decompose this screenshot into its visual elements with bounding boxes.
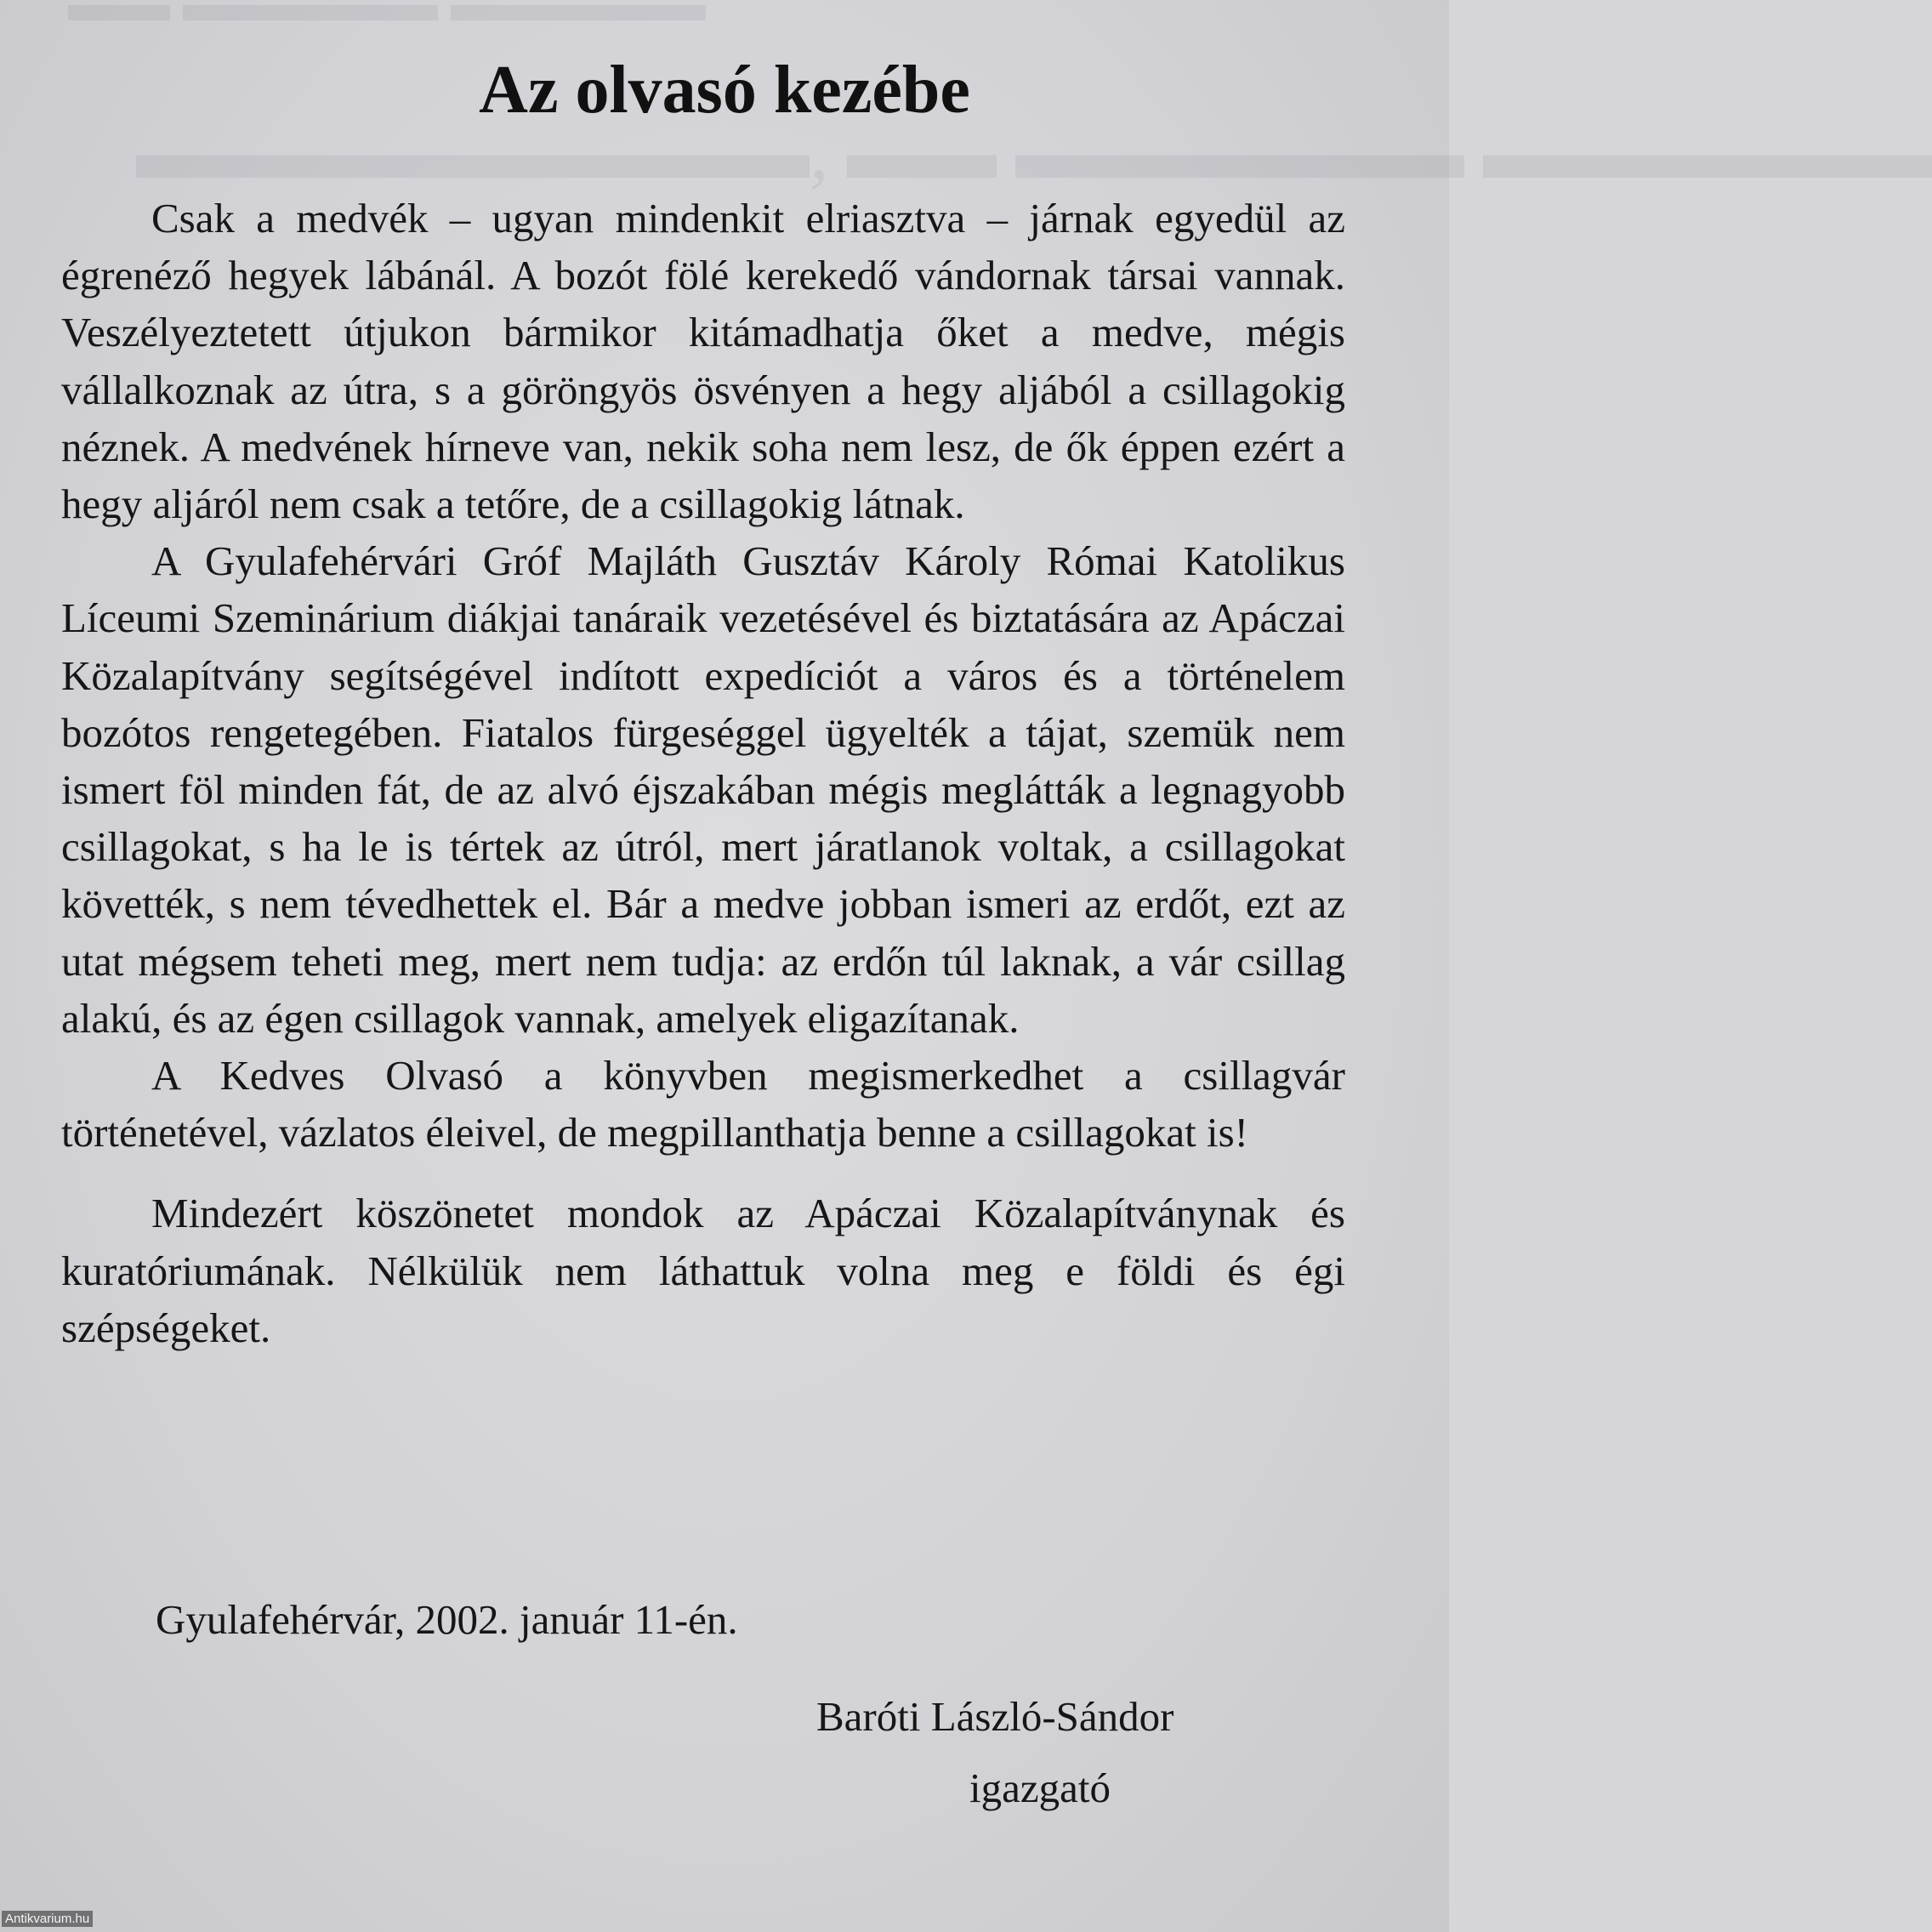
bleed-through-text: ▬▬ ▬▬▬▬▬ ▬▬▬▬▬ [68,0,706,31]
source-watermark: Antikvarium.hu [2,1911,93,1927]
page-title: Az olvasó kezébe [479,53,970,128]
paragraph-1: Csak a medvék – ugyan mindenkit elriasztva – járnak egyedül az égrenéző hegyek lábánál. A bozót fölé kerekedő vándornak társai vannak. Veszélyeztetett útjukon bármikor kitámadhatja őket a medve, mégis vállalkoznak az útra, s a göröngyös ösvényen a hegy aljából a csillagokig néznek. A medvének hírneve van, nekik soha nem lesz, de ők éppen ezért a hegy aljáról nem csak a tetőre, de a csillagokig látnak. [61,195,1345,528]
signature-name: Baróti László-Sándor [816,1693,1174,1740]
dateline: Gyulafehérvár, 2002. január 11-én. [156,1596,738,1643]
paragraph-4: Mindezért köszönetet mondok az Apáczai Közalapítványnak és kuratóriumának. Nélkülük nem láthattuk volna meg e földi és égi szépségeket. [61,1190,1345,1351]
paragraph-2: A Gyulafehérvári Gróf Majláth Gusztáv Károly Római Katolikus Líceumi Szeminárium diákjai tanáraik vezetésével és biztatására az Apáczai Közalapítvány segítségével indított expedíciót a város és a történelem bozótos rengetegében. Fiatalos fürgeséggel ügyelték a tájat, szemük nem ismert föl minden fát, de az alvó éjszakában mégis meglátták a legnagyobb csillagokat, s ha le is tértek az útról, mert járatlanok voltak, a csillagokat követték, s nem tévedhettek el. Bár a medve jobban ismeri az erdőt, ezt az utat mégsem teheti meg, mert nem tudja: az erdőn túl laknak, a vár csillag alakú, és az égen csillagok vannak, amelyek eligazítanak. [61,537,1345,1042]
bleed-through-heading: ▬▬▬▬▬▬▬▬▬, ▬▬ ▬▬▬▬▬▬ ▬▬▬▬▬▬ [136,112,1932,195]
paragraph-3: A Kedves Olvasó a könyvben megismerkedhet a csillagvár történetével, vázlatos éleivel, de megpillanthatja benne a csillagokat is! [61,1052,1345,1156]
signature-role: igazgató [969,1764,1111,1811]
body-text [61,190,1345,1356]
